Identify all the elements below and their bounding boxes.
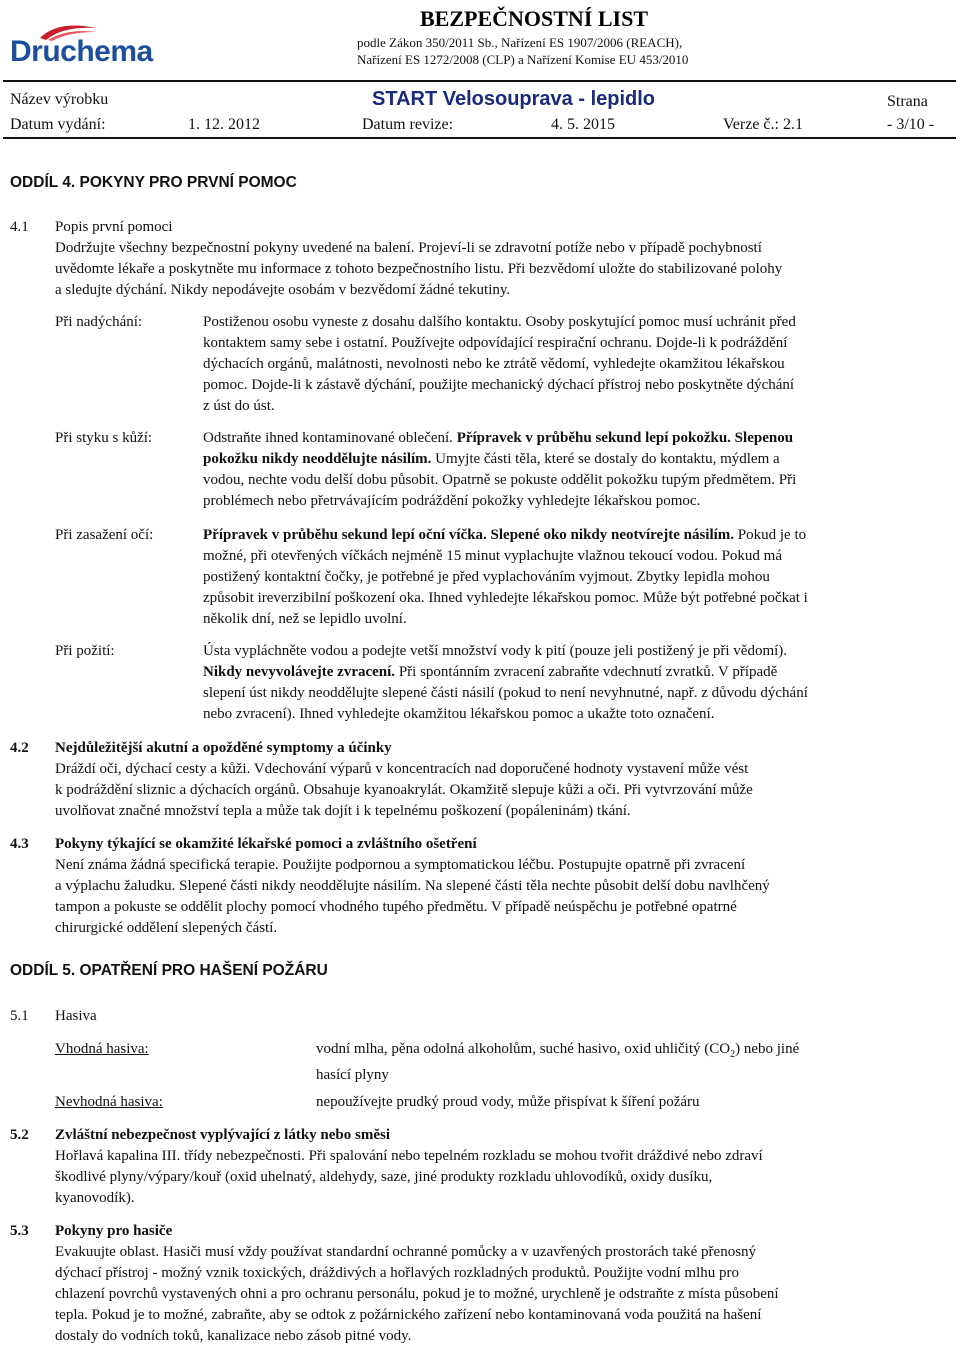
revision-date: 4. 5. 2015 [551,116,615,133]
ingestion-text [203,641,955,725]
skin-line: problémech nebo přetrvávajícím podráždění pokožky vyhledejte lékařskou pomoc. [203,493,701,509]
header-rule-top [3,80,956,82]
inhalation-text [203,312,955,417]
suitable-line: hasící plyny [316,1067,389,1083]
inhalation-label: Při nadýchání: [55,314,143,330]
s52-title: Zvláštní nebezpečnost vyplývající z látky nebo směsi [55,1127,391,1143]
skin-line [203,449,955,470]
s41-title: Popis první pomoci [55,219,173,235]
suitable-line [316,1039,936,1065]
s43-text [55,855,955,939]
suitable-text-a: vodní mlha, pěna odolná alkoholům, suché hasivo, oxid uhličitý (CO [316,1041,731,1057]
inhalation-line: dýchacích orgánů, malátnosti, nevolnosti nebo ke ztrátě vědomí, vyhledejte okamžitou lékařskou [203,356,785,372]
s43-line: Není známa žádná specifická terapie. Použijte podpornou a symptomatickou léčbu. Postupujte opatrně při zvracení [55,857,746,873]
s53-line: tepla. Pokud je to možné, zabraňte, aby se odtok z požárnického zařízení nebo kontaminovaná voda použitá na hašení [55,1307,762,1323]
s53-line: dýchací přístroj - možný vznik toxických, dráždivých a hořlavých rozkladných produktů. Použijte vodní mlhu pro [55,1265,739,1281]
co2-subscript: 2 [730,1049,736,1060]
s53-number: 5.3 [10,1223,29,1239]
suitable-text [316,1039,936,1086]
s52-line: škodlivé plyny/výpary/kouř (oxid uhelnatý, aldehydy, saze, jiné produkty rozkladu uhlovodíků, oxidy dusíku, [55,1169,713,1185]
version: Verze č.: 2.1 [723,116,803,133]
s43-number: 4.3 [10,836,29,852]
s53-line: Evakuujte oblast. Hasiči musí vždy používat standardní ochranné pomůcky a v uzavřených prostorách také přenosný [55,1244,757,1260]
header-rule-bottom [3,137,956,139]
skin-text-bold: pokožku nikdy neoddělujte násilím. [203,451,432,467]
s53-line: chlazení povrchů vystavených ohni a pro ochranu personálu, pokud je to možné, urychleně je odstraňte z místa působení [55,1286,779,1302]
suitable-label-text: Vhodná hasiva: [55,1041,149,1057]
s41-line: Dodržujte všechny bezpečnostní pokyny uvedené na balení. Projeví-li se zdravotní potíže nebo v případě pochybností [55,240,762,256]
eye-line: možné, při otevřených víčkách nejméně 15 minut vyplachujte vlažnou tekoucí vodou. Pokud má [203,548,783,564]
logo-text: Druchema [10,35,153,68]
inhalation-line: Postiženou osobu vyneste z dosahu dalšího kontaktu. Osoby poskytující pomoc musí uchránit před [203,314,796,330]
section4-heading: ODDÍL 4. POKYNY PRO PRVNÍ POMOC [10,174,297,191]
skin-line [203,428,955,449]
ingestion-line: nebo zvracení). Ihned vyhledejte okamžitou lékařskou pomoc a ukažte toto označení. [203,706,715,722]
druchema-logo [8,20,188,70]
ingestion-line: slepení úst nikdy neoddělujte slepené části násilí (pokud to není nevyhnutné, např. z důvodu dýchání [203,685,808,701]
s52-number: 5.2 [10,1127,29,1143]
skin-text-plain: Umyjte části těla, které se dostaly do kontaktu, mýdlem a [431,451,780,467]
regulation-line-2: Nařízení ES 1272/2008 (CLP) a Nařízení Komise EU 453/2010 [357,52,689,67]
eye-text [203,525,955,630]
product-name [372,86,655,112]
s52-line: kyanovodík). [55,1190,135,1206]
ingestion-text-plain: Při spontánním zvracení zabraňte vdechnutí zvratků. V případě [395,664,778,680]
eye-text-plain: Pokud je to [734,527,807,543]
s51-title: Hasiva [55,1008,97,1024]
s53-title: Pokyny pro hasiče [55,1223,173,1239]
s51-number: 5.1 [10,1008,29,1024]
skin-text [203,428,955,512]
page-label: Strana [887,93,928,110]
issue-date: 1. 12. 2012 [188,116,260,133]
s42-line: Dráždí oči, dýchací cesty a kůži. Vdechování výparů v koncentracích nad doporučené hodnoty vystavení může vést [55,761,749,777]
ingestion-line [203,662,955,683]
inhalation-line: pomoc. Dojde-li k zástavě dýchání, použijte mechanický dýchací přístroj nebo poskytněte dýchání [203,377,795,393]
s43-line: tampon a pokuste se oddělit plochy pomocí vhodného tupého předmětu. V případě neúspěchu je potřebné opatrné [55,899,737,915]
eye-line [203,525,955,546]
s41-number: 4.1 [10,219,29,235]
product-name-text: START Velosouprava - lepidlo [372,88,656,110]
s42-number: 4.2 [10,740,29,756]
s43-title: Pokyny týkající se okamžité lékařské pomoci a zvláštního ošetření [55,836,477,852]
inhalation-line: z úst do úst. [203,398,275,414]
s43-line: a výplachu žaludku. Slepené části nikdy neoddělujte násilím. Na slepené části těla nechte působit delší dobu navlhčený [55,878,770,894]
document-title: BEZPEČNOSTNÍ LIST [420,6,649,31]
eye-label: Při zasažení očí: [55,527,154,543]
suitable-label [55,1039,149,1060]
regulation-line-1: podle Zákon 350/2011 Sb., Nařízení ES 1907/2006 (REACH), [357,35,683,50]
skin-line: vodou, nechte vodu delší dobu působit. Opatrně se pokuste oddělit pokožku tupým předmětem. Při [203,472,797,488]
product-label: Název výrobku [10,91,109,108]
page-number: - 3/10 - [887,116,935,133]
s42-line: uvolňovat značné množství tepla a může tak dojít i k tepelnému poškození (popáleninám) tkání. [55,803,631,819]
ingestion-text-bold: Nikdy nevyvolávejte zvracení. [203,664,396,680]
ingestion-label: Při požití: [55,643,115,659]
s43-line: chirurgické oddělení slepených částí. [55,920,278,936]
unsuitable-label-text: Nevhodná hasiva: [55,1094,163,1110]
unsuitable-label [55,1092,163,1113]
skin-text-bold: Přípravek v průběhu sekund lepí pokožku. Slepenou [456,430,794,446]
eye-text-bold: Přípravek v průběhu sekund lepí oční víčka. Slepené oko nikdy neotvírejte násilím. [203,527,735,543]
issue-label: Datum vydání: [10,116,106,133]
s53-line: dostaly do vodních toků, kanalizace nebo zásob pitné vody. [55,1328,412,1344]
eye-line: několik dní, než se lepidlo uvolní. [203,611,407,627]
inhalation-line: kontaktem samy sebe i ostatní. Používejte odpovídající respirační ochranu. Dojde-li k podráždění [203,335,788,351]
s42-line: k podráždění sliznic a dýchacích orgánů. Obsahuje kyanoakrylát. Okamžitě slepuje kůži a oči. Při vytvrzování může [55,782,753,798]
s42-text [55,759,955,822]
eye-line: postižený kontaktní čočky, je potřebné je před vyplachováním vyjmout. Zbytky lepidla mohou [203,569,770,585]
unsuitable-text: nepoužívejte prudký proud vody, může přispívat k šíření požáru [316,1094,700,1110]
ingestion-line: Ústa vypláchněte vodou a podejte vetší množství vody k pití (pouze jeli postižený je při vědomí). [203,643,788,659]
s41-line: a sledujte dýchání. Nikdy nepodávejte osobám v bezvědomí žádné tekutiny. [55,282,511,298]
s52-text [55,1146,955,1209]
s52-line: Hořlavá kapalina III. třídy nebezpečnosti. Při spalování nebo tepelném rozkladu se mohou tvořit dráždivé nebo zdraví [55,1148,763,1164]
section5-heading: ODDÍL 5. OPATŘENÍ PRO HAŠENÍ POŽÁRU [10,962,328,979]
suitable-text-b: ) nebo jiné [735,1041,800,1057]
s41-intro [55,238,955,301]
revision-label: Datum revize: [362,116,454,133]
s53-text [55,1242,955,1347]
skin-label: Při styku s kůží: [55,430,153,446]
s41-line: uvědomte lékaře a poskytněte mu informace z tohoto bezpečnostního listu. Při bezvědomí uložte do stabilizované polohy [55,261,783,277]
skin-text-plain: Odstraňte ihned kontaminované oblečení. [203,430,457,446]
eye-line: způsobit ireverzibilní poškození oka. Ihned vyhledejte lékařskou pomoc. Může být potřebné počkat i [203,590,808,606]
s42-title: Nejdůležitější akutní a opožděné symptomy a účinky [55,740,392,756]
